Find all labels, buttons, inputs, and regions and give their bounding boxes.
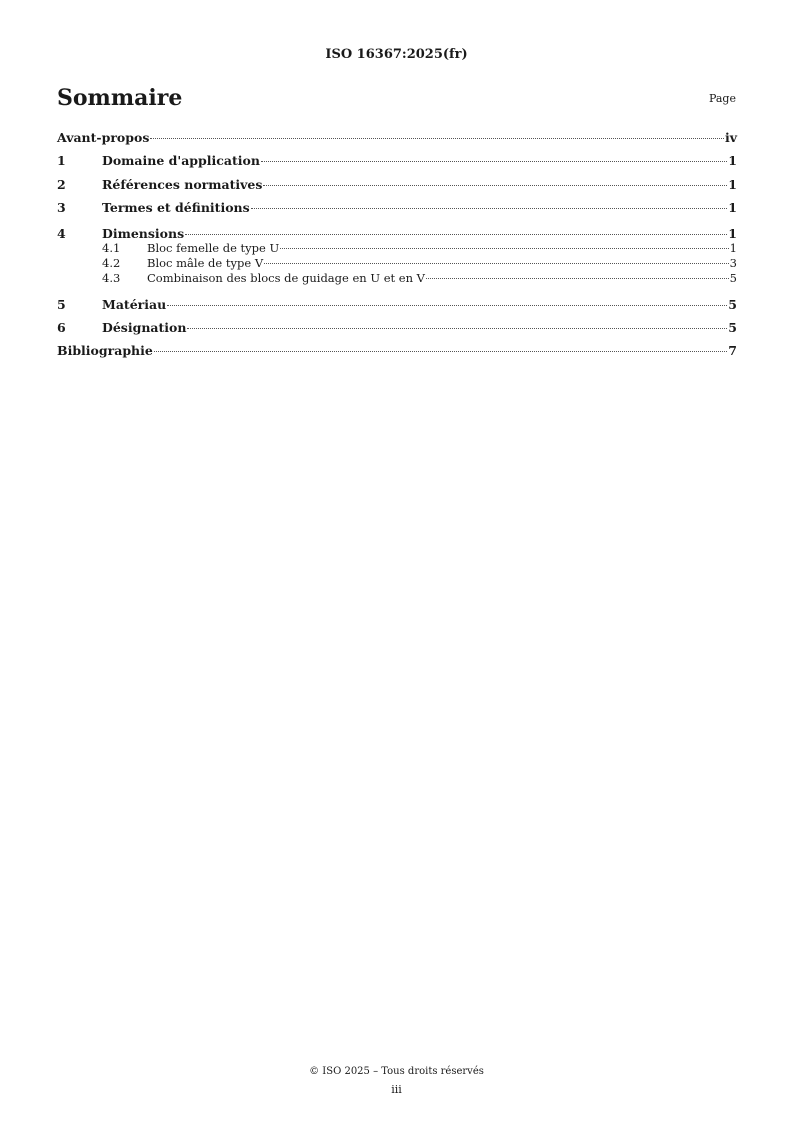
toc-dot-leader	[154, 351, 727, 352]
toc-entry-bibliographie[interactable]	[57, 343, 737, 358]
toc-entry-number: 6	[57, 320, 66, 335]
toc-entry-number: 1	[57, 153, 66, 168]
toc-entry-title: Bloc femelle de type U	[147, 241, 280, 255]
toc-entry-page: 1	[728, 226, 737, 241]
toc-entry-page: 1	[728, 200, 737, 215]
page-column-label: Page	[708, 92, 736, 105]
toc-entry-domaine[interactable]	[57, 153, 737, 168]
toc-entry-title: Domaine d'application	[102, 153, 260, 168]
toc-subentry-bloc-femelle[interactable]	[57, 242, 737, 254]
toc-entry-page: 5	[728, 320, 737, 335]
toc-entry-designation[interactable]	[57, 320, 737, 335]
toc-entry-page: 5	[728, 297, 737, 312]
page-title: Sommaire	[57, 85, 183, 111]
toc-dot-leader	[185, 234, 727, 235]
toc-dot-leader	[187, 328, 727, 329]
toc-entry-termes[interactable]	[57, 200, 737, 215]
toc-entry-title: Références normatives	[102, 177, 263, 192]
toc-dot-leader	[167, 305, 727, 306]
toc-entry-page: 1	[729, 241, 737, 255]
toc-entry-page: 3	[729, 256, 737, 270]
toc-entry-title: Matériau	[102, 297, 167, 312]
toc-entry-title: Termes et définitions	[102, 200, 250, 215]
toc-subentry-combinaison[interactable]	[57, 272, 737, 284]
toc-dot-leader	[261, 161, 727, 162]
toc-subentry-bloc-male[interactable]	[57, 257, 737, 269]
toc-entry-title: Combinaison des blocs de guidage en U et en V	[147, 271, 425, 285]
toc-entry-page: iv	[724, 130, 737, 145]
toc-entry-title: Bibliographie	[57, 343, 153, 358]
toc-entry-references[interactable]	[57, 177, 737, 192]
toc-entry-number: 4.2	[102, 256, 121, 270]
toc-entry-title: Désignation	[102, 320, 187, 335]
toc-entry-page: 1	[728, 153, 737, 168]
toc-entry-avant-propos[interactable]	[57, 130, 737, 145]
toc-dot-leader	[251, 208, 728, 209]
toc-dot-leader	[263, 185, 727, 186]
toc-entry-materiau[interactable]	[57, 297, 737, 312]
toc-entry-title: Bloc mâle de type V	[147, 256, 264, 270]
toc-entry-number: 4	[57, 226, 66, 241]
toc-dot-leader	[264, 263, 729, 264]
toc-entry-number: 5	[57, 297, 66, 312]
toc-entry-number: 4.1	[102, 241, 121, 255]
document-identifier: ISO 16367:2025(fr)	[325, 47, 468, 62]
toc-dot-leader	[426, 278, 729, 279]
toc-entry-page: 7	[728, 343, 737, 358]
page-number: iii	[391, 1083, 402, 1096]
toc-dot-leader	[280, 248, 728, 249]
toc-dot-leader	[150, 138, 724, 139]
toc-entry-page: 5	[729, 271, 737, 285]
toc-entry-page: 1	[728, 177, 737, 192]
toc-entry-number: 3	[57, 200, 66, 215]
toc-entry-number: 2	[57, 177, 66, 192]
copyright-notice: © ISO 2025 – Tous droits réservés	[309, 1066, 484, 1077]
toc-entry-title: Dimensions	[102, 226, 185, 241]
toc-entry-dimensions[interactable]	[57, 226, 737, 241]
toc-entry-title: Avant-propos	[57, 130, 150, 145]
toc-entry-number: 4.3	[102, 271, 121, 285]
